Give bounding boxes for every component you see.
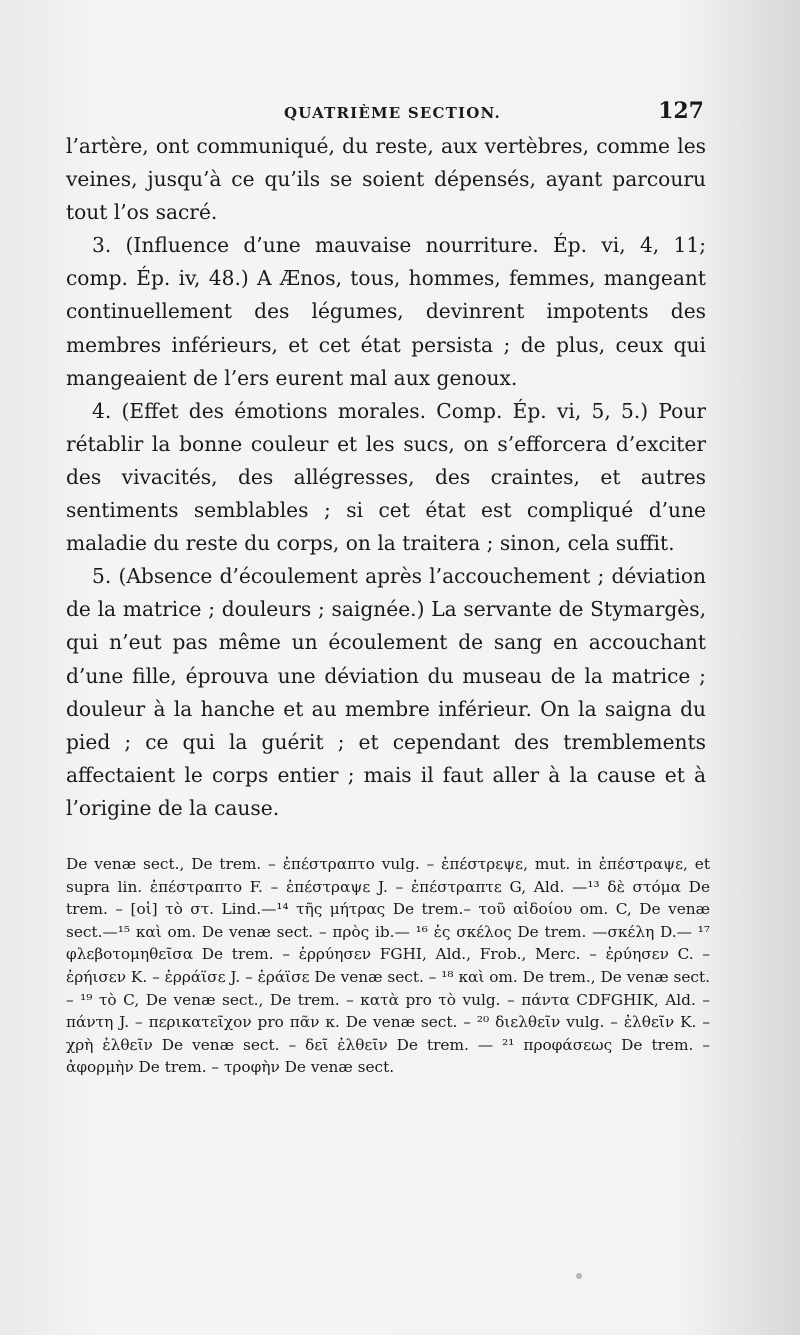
paragraph-4: 5. (Absence d’écoulement après l’accouchement ; déviation de la matrice ; douleurs ; saignée.) La servante de Stymargès, qui n’eut pas même un écoulement de sang en accouchant d’une fille, éprouva une déviation du museau de la matrice ; douleur à la hanche et au membre inférieur. On la saigna du pied ; ce qui la guérit ; et cependant des tremblements affectaient le corps entier ; mais il faut aller à la cause et à l’origine de la cause. bbox=[66, 564, 706, 820]
ink-spot bbox=[576, 1273, 582, 1279]
footnote-text: De venæ sect., De trem. – ἐπέστραπτο vulg. – ἐπέστρεψε, mut. in ἐπέστραψε, et supra lin. ἐπέστραπτο F. – ἐπέστραψε J. – ἐπέστραπτε G, Ald. —¹³ δὲ στόμα De trem. – [οἱ] τὸ στ. Lind.—¹⁴ τῆς μήτρας De trem.– τοῦ αἰδοίου om. C, De venæ sect.—¹⁵ καὶ om. De venæ sect. – πρὸς ib.— ¹⁶ ἐς σκέλος De trem. —σκέλη D.— ¹⁷ φλεβοτομηθεῖσα De trem. – ἐρρύησεν FGHI, Ald., Frob., Merc. – ἐρύησεν C. – ἐρήισεν K. – ἐρράϊσε J. – ἐράϊσε De venæ sect. – ¹⁸ καὶ om. De trem., De venæ sect. – ¹⁹ τὸ C, De venæ sect., De trem. – κατὰ pro τὸ vulg. – πάντα CDFGHIK, Ald. – πάντη J. – περικατεῖχον pro πᾶν κ. De venæ sect. – ²⁰ διελθεῖν vulg. – ἐλθεῖν K. – χρὴ ἐλθεῖν De venæ sect. – δεῖ ἐλθεῖν De trem. — ²¹ προφάσεως De trem. – ἀφορμὴν De trem. – τροφὴν De venæ sect. bbox=[66, 855, 710, 1077]
paragraph-1: l’artère, ont communiqué, du reste, aux vertèbres, comme les veines, jusqu’à ce qu’ils se soient dépensés, ayant parcouru tout l’os sacré. bbox=[66, 134, 706, 225]
main-text bbox=[66, 130, 706, 825]
page-number: 127 bbox=[658, 98, 704, 124]
footnotes bbox=[66, 853, 710, 1079]
paragraph-2: 3. (Influence d’une mauvaise nourriture. Ép. vi, 4, 11; comp. Ép. iv, 48.) A Ænos, tous, hommes, femmes, mangeant continuellement des légumes, devinrent impotents des membres inférieurs, et cet état persista ; de plus, ceux qui mangeaient de l’ers eurent mal aux genoux. bbox=[66, 233, 706, 390]
paragraph-3: 4. (Effet des émotions morales. Comp. Ép. vi, 5, 5.) Pour rétablir la bonne couleur et les sucs, on s’efforcera d’exciter des vivacités, des allégresses, des craintes, et autres sentiments semblables ; si cet état est compliqué d’une maladie du reste du corps, on la traitera ; sinon, cela suffit. bbox=[66, 398, 706, 556]
running-header bbox=[284, 98, 704, 128]
section-title: QUATRIÈME SECTION. bbox=[284, 104, 501, 122]
